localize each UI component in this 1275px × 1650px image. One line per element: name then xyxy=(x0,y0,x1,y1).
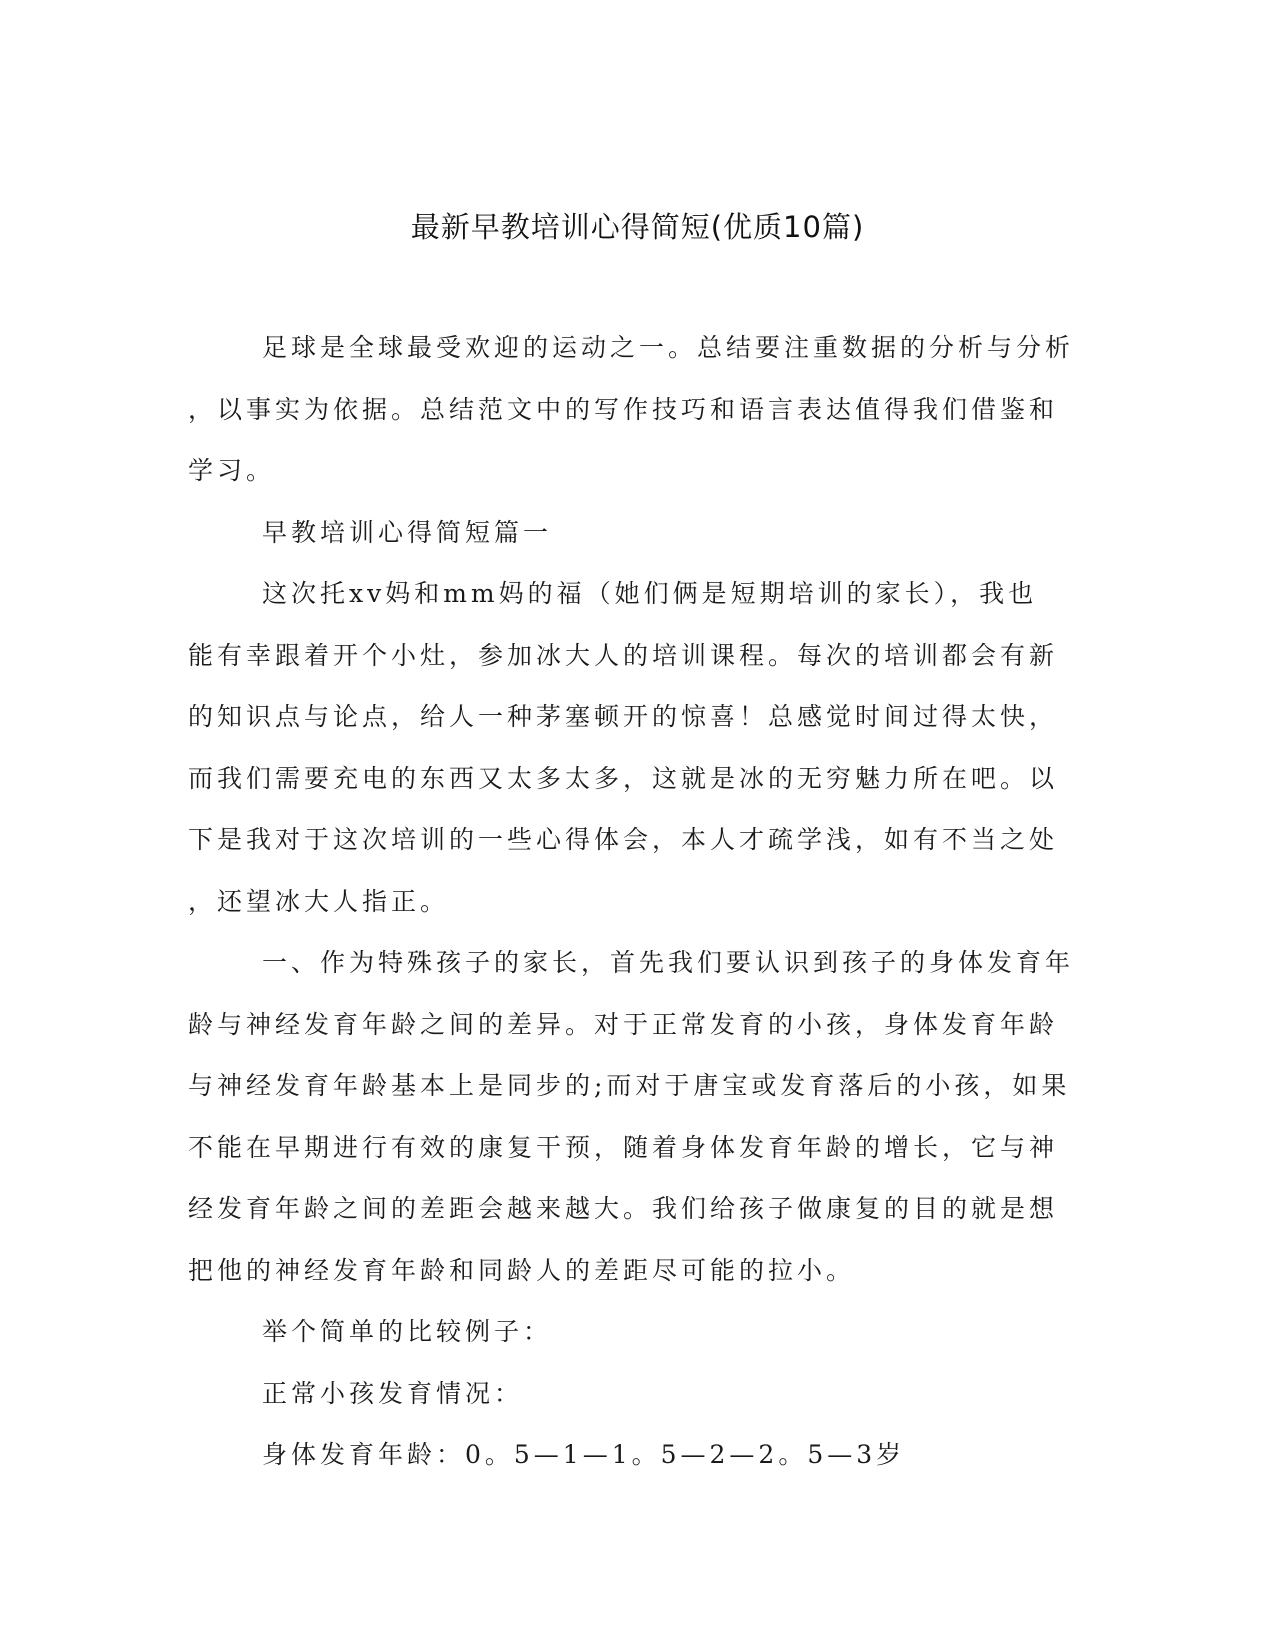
text-line: ，还望冰大人指正。 xyxy=(188,886,450,916)
text-line: 这次托xv妈和mm妈的福（她们俩是短期培训的家长），我也 xyxy=(262,579,1038,608)
text-line: 一、作为特殊孩子的家长，首先我们要认识到孩子的身体发育年 xyxy=(262,948,1075,977)
text-line: 的知识点与论点，给人一种茅塞顿开的惊喜！总感觉时间过得太快， xyxy=(188,702,1059,731)
text-line: 不能在早期进行有效的康复干预，随着身体发育年龄的增长，它与神 xyxy=(188,1132,1059,1162)
document-body xyxy=(188,317,1075,1486)
section-heading: 早教培训心得简短篇一 xyxy=(262,517,553,547)
text-line: 与神经发育年龄基本上是同步的;而对于唐宝或发育落后的小孩，如果 xyxy=(188,1071,1071,1100)
text-line: 把他的神经发育年龄和同龄人的差距尽可能的拉小。 xyxy=(188,1255,856,1285)
text-line: 学习。 xyxy=(188,456,276,485)
text-line: 正常小孩发育情况： xyxy=(262,1378,524,1408)
text-line: 而我们需要充电的东西又太多太多，这就是冰的无穷魅力所在吧。以 xyxy=(188,763,1059,793)
document-title: 最新早教培训心得简短(优质10篇) xyxy=(410,210,865,244)
text-line: ，以事实为依据。总结范文中的写作技巧和语言表达值得我们借鉴和 xyxy=(188,394,1059,424)
text-line: 能有幸跟着开个小灶，参加冰大人的培训课程。每次的培训都会有新 xyxy=(188,640,1059,670)
text-line: 身体发育年龄：0。5—1—1。5—2—2。5—3岁 xyxy=(262,1440,906,1469)
text-line: 下是我对于这次培训的一些心得体会，本人才疏学浅，如有不当之处 xyxy=(188,825,1059,854)
text-line: 龄与神经发育年龄之间的差异。对于正常发育的小孩，身体发育年龄 xyxy=(188,1009,1059,1039)
text-line: 足球是全球最受欢迎的运动之一。总结要注重数据的分析与分析 xyxy=(262,333,1075,362)
text-line: 举个简单的比较例子： xyxy=(262,1317,553,1346)
text-line: 经发育年龄之间的差距会越来越大。我们给孩子做康复的目的就是想 xyxy=(188,1194,1059,1223)
